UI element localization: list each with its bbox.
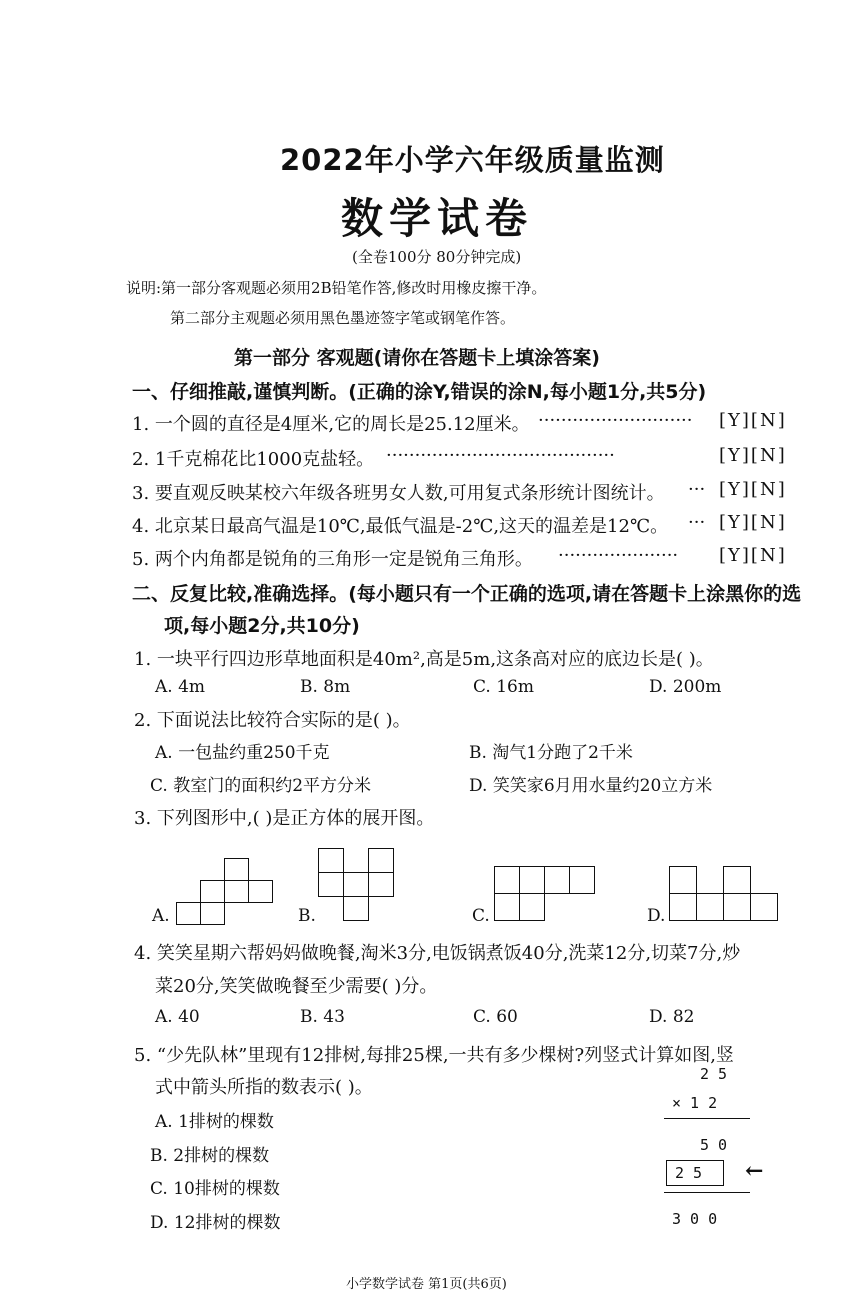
calc-multiplier: × 1 2 <box>672 1094 718 1112</box>
answer-choices: [Y][N] <box>719 479 787 500</box>
exam-subtitle: (全卷100分 80分钟完成) <box>352 248 522 266</box>
answer-choices: [Y][N] <box>719 445 787 466</box>
arrow-left-icon: ← <box>745 1158 764 1184</box>
choice-question-4-stem-line-2: 菜20分,笑笑做晚餐至少需要( )分。 <box>155 976 438 997</box>
part1-heading: 第一部分 客观题(请你在答题卡上填涂答案) <box>234 347 600 369</box>
q2-option-d: D. 笑笑家6月用水量约20立方米 <box>469 776 713 796</box>
choice-question-5-stem-line-2: 式中箭头所指的数表示( )。 <box>155 1077 373 1098</box>
q4-option-c: C. 60 <box>473 1007 518 1027</box>
q1-option-d: D. 200m <box>649 677 722 697</box>
q5-option-a: A. 1排树的棵数 <box>155 1112 274 1132</box>
calc-partial-product-1: 5 0 <box>700 1136 728 1154</box>
q3-label-b: B. <box>298 906 316 926</box>
q1-option-a: A. 4m <box>155 677 206 697</box>
choice-question-4-stem-line-1: 4. 笑笑星期六帮妈妈做晚餐,淘米3分,电饭锅煮饭40分,洗菜12分,切菜7分,炒 <box>134 943 741 964</box>
question-text: 4. 北京某日最高气温是10℃,最低气温是-2℃,这天的温差是12℃。 <box>132 516 669 537</box>
q3-label-d: D. <box>647 906 666 926</box>
q5-option-d: D. 12排树的棵数 <box>150 1213 281 1233</box>
section2-heading-line-2: 项,每小题2分,共10分) <box>164 615 360 637</box>
instructions-line-2: 第二部分主观题必须用黑色墨迹签字笔或钢笔作答。 <box>170 309 516 327</box>
q5-option-c: C. 10排树的棵数 <box>150 1179 280 1199</box>
question-text: 1. 一个圆的直径是4厘米,它的周长是25.12厘米。 <box>132 414 530 435</box>
answer-choices: [Y][N] <box>719 410 787 431</box>
q2-option-b: B. 淘气1分跑了2千米 <box>469 743 633 763</box>
calc-rule-1 <box>664 1118 750 1119</box>
q2-option-a: A. 一包盐约重250千克 <box>155 743 330 763</box>
q3-label-a: A. <box>152 906 170 926</box>
q5-option-b: B. 2排树的棵数 <box>150 1146 270 1166</box>
calc-partial-product-2: 2 5 <box>675 1164 703 1182</box>
calc-product: 3 0 0 <box>672 1210 718 1228</box>
q4-option-b: B. 43 <box>300 1007 345 1027</box>
choice-question-2-stem: 2. 下面说法比较符合实际的是( )。 <box>134 710 411 731</box>
page-footer: 小学数学试卷 第1页(共6页) <box>346 1277 507 1292</box>
leader-dots: ··· <box>688 479 706 500</box>
leader-dots: ··························· <box>538 410 693 431</box>
q1-option-b: B. 8m <box>300 677 351 697</box>
leader-dots: ········································ <box>386 445 615 466</box>
calc-multiplicand: 2 5 <box>700 1065 728 1083</box>
exam-subject-title: 数学试卷 <box>341 194 534 243</box>
section1-heading: 一、仔细推敲,谨慎判断。(正确的涂Y,错误的涂N,每小题1分,共5分) <box>132 381 707 403</box>
question-text: 5. 两个内角都是锐角的三角形一定是锐角三角形。 <box>132 549 533 570</box>
instructions-line-1: 说明:第一部分客观题必须用2B铅笔作答,修改时用橡皮擦干净。 <box>126 279 547 297</box>
leader-dots: ··· <box>688 512 706 533</box>
section2-heading-line-1: 二、反复比较,准确选择。(每小题只有一个正确的选项,请在答题卡上涂黑你的选 <box>132 583 802 605</box>
calc-rule-2 <box>664 1192 750 1193</box>
choice-question-3-stem: 3. 下列图形中,( )是正方体的展开图。 <box>134 808 435 829</box>
answer-choices: [Y][N] <box>719 545 787 566</box>
question-text: 3. 要直观反映某校六年级各班男女人数,可用复式条形统计图统计。 <box>132 483 665 504</box>
q2-option-c: C. 教室门的面积约2平方分米 <box>150 776 372 796</box>
question-text: 2. 1千克棉花比1000克盐轻。 <box>132 449 375 470</box>
q3-label-c: C. <box>472 906 490 926</box>
choice-question-5-stem-line-1: 5. “少先队林”里现有12排树,每排25棵,一共有多少棵树?列竖式计算如图,竖 <box>134 1045 734 1066</box>
answer-choices: [Y][N] <box>719 512 787 533</box>
q4-option-d: D. 82 <box>649 1007 695 1027</box>
choice-question-1-stem: 1. 一块平行四边形草地面积是40m²,高是5m,这条高对应的底边长是( )。 <box>134 649 714 670</box>
leader-dots: ····················· <box>558 545 679 566</box>
q1-option-c: C. 16m <box>473 677 534 697</box>
exam-year-title: 2022年小学六年级质量监测 <box>280 143 665 177</box>
q4-option-a: A. 40 <box>155 1007 200 1027</box>
